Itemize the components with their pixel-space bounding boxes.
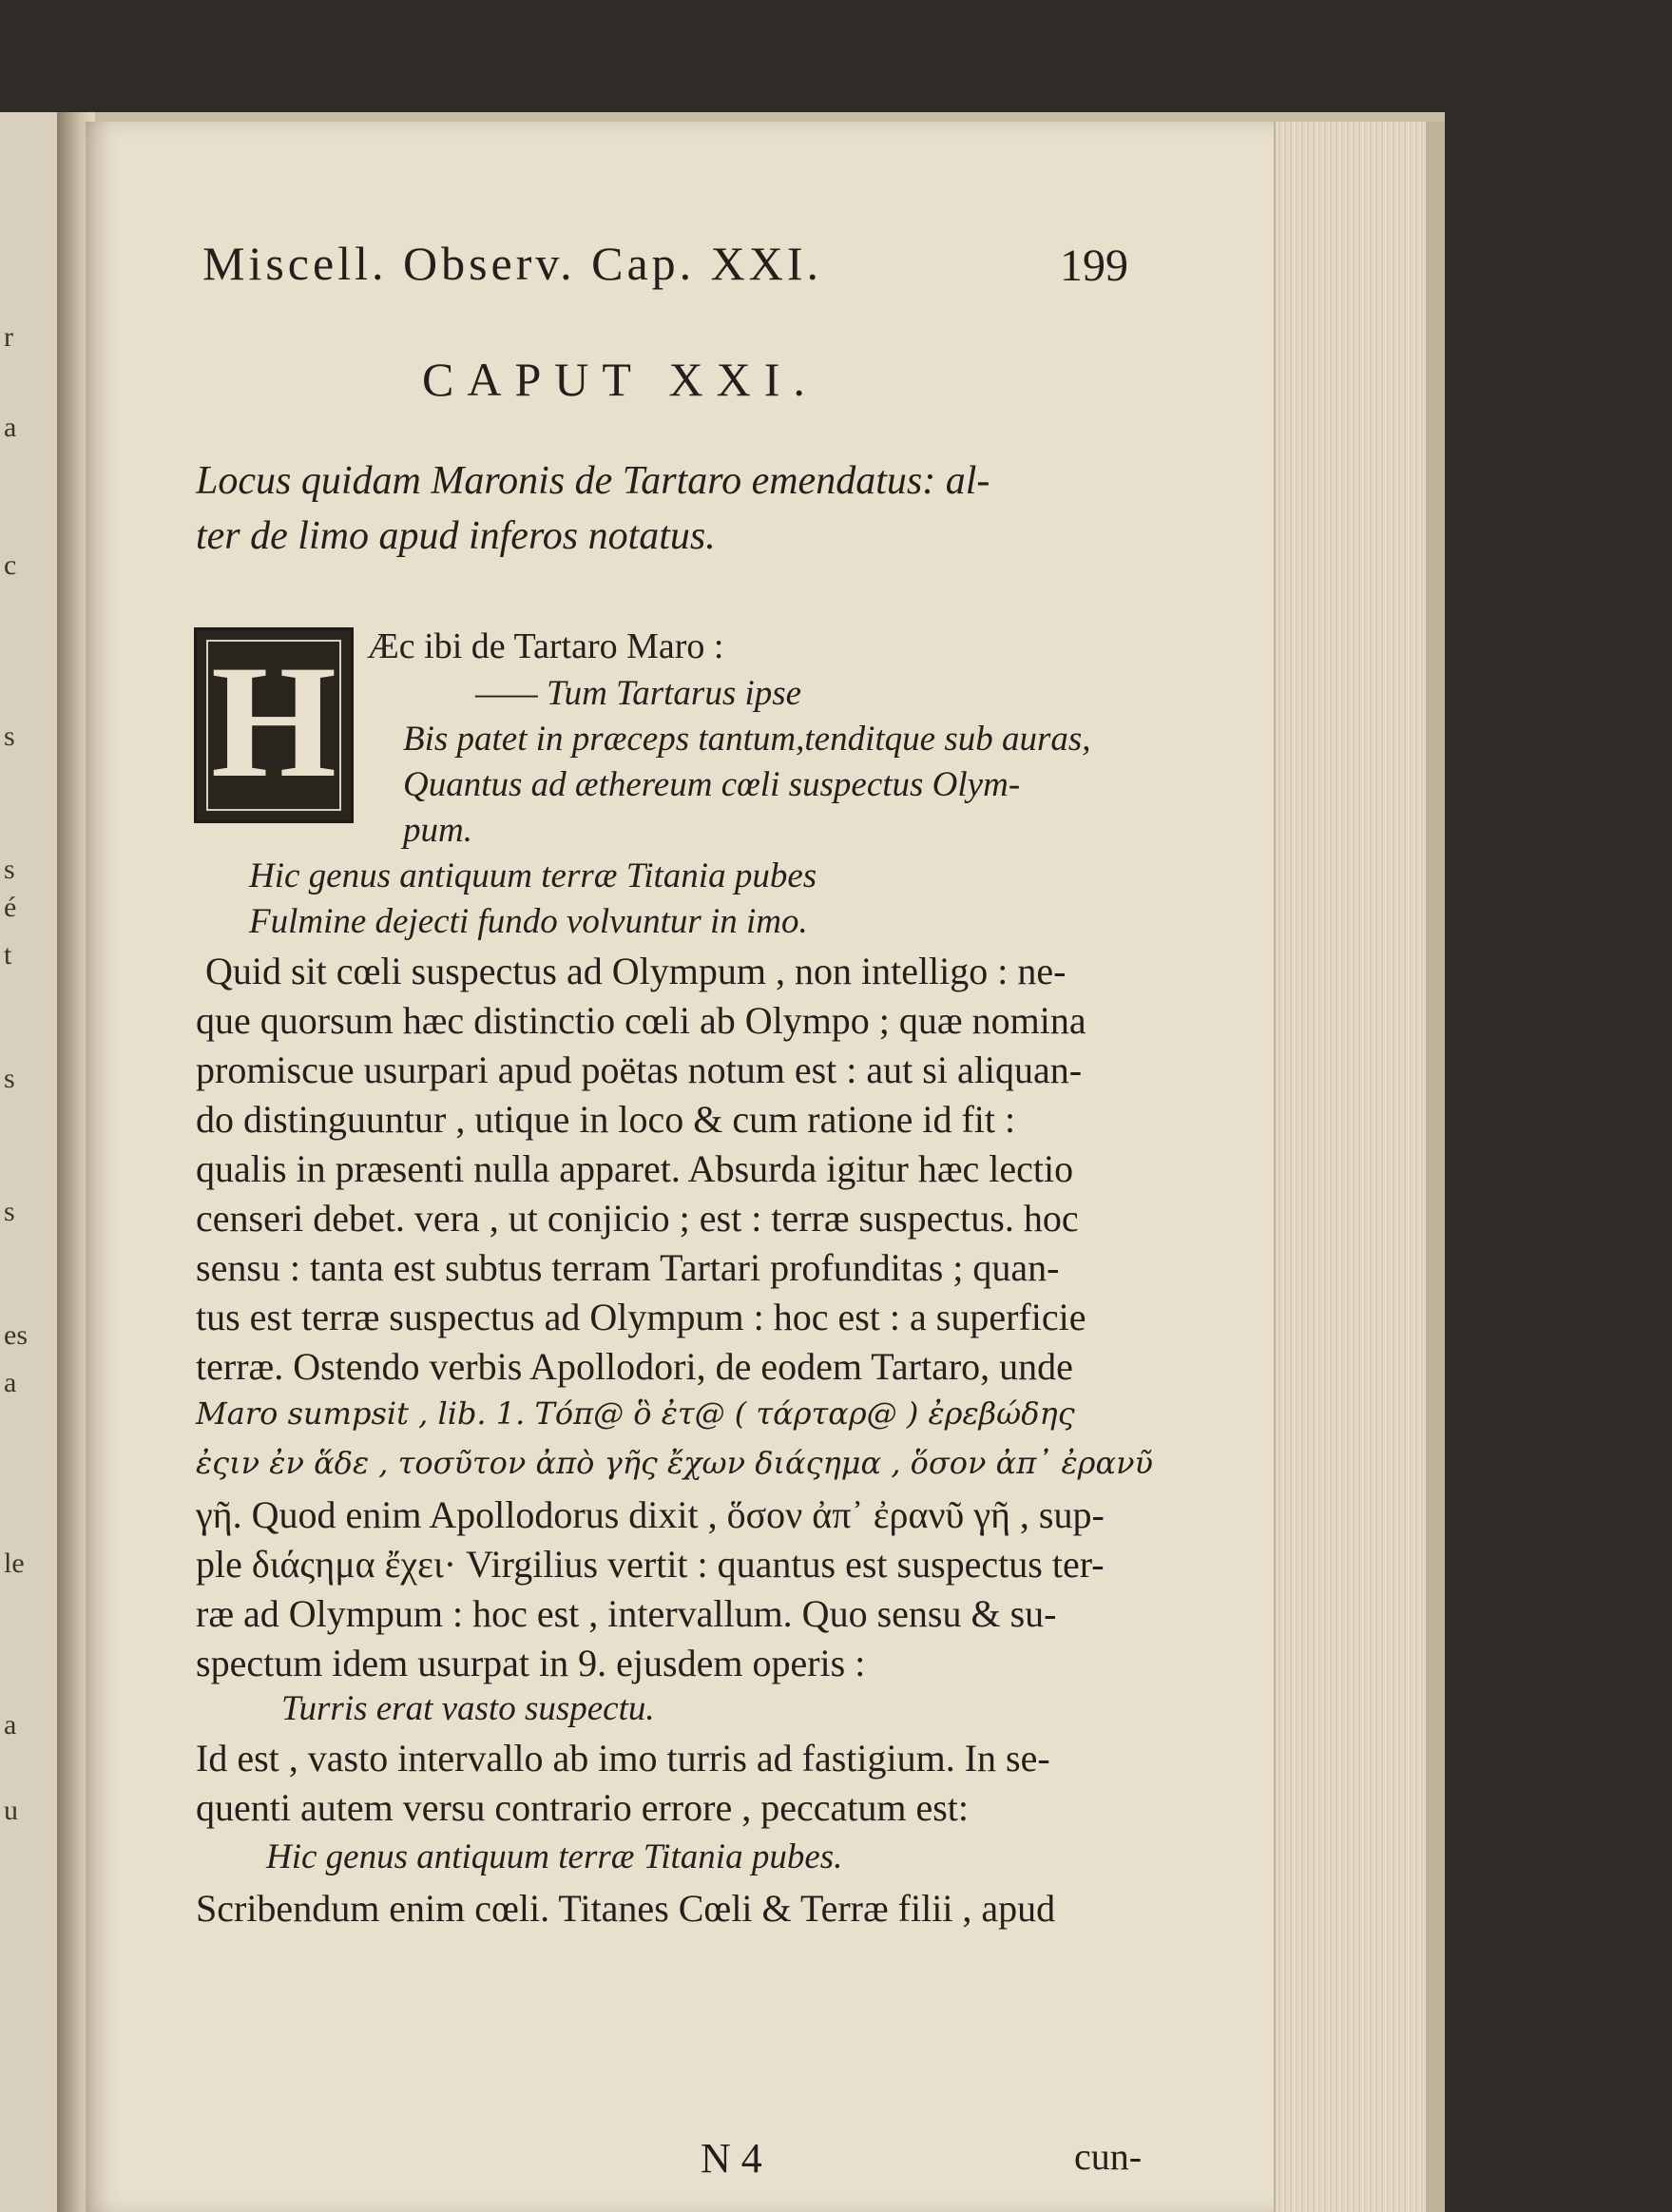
- catchword: cun-: [1074, 2135, 1143, 2178]
- body-line: qualis in præsenti nulla apparet. Absurda igitur hæc lectio: [196, 1147, 1074, 1190]
- left-page-fragment: a: [4, 1367, 17, 1398]
- left-page-fragment: es: [4, 1319, 28, 1351]
- chapter-summary-line: ter de limo apud inferos notatus.: [196, 514, 716, 558]
- verse-line: —— Tum Tartarus ipse: [475, 674, 802, 713]
- body-line: censeri debet. vera , ut conjicio ; est : terræ suspectus. hoc: [196, 1197, 1079, 1240]
- page-block-edges: [1274, 122, 1437, 2212]
- left-page-fragment: t: [4, 939, 12, 971]
- left-page-fragment: s: [4, 721, 15, 752]
- body-line: Scribendum enim cœli. Titanes Cœli & Terræ filii , apud: [196, 1887, 1056, 1930]
- body-line: promiscue usurpari apud poëtas notum est : aut si aliquan-: [196, 1048, 1083, 1091]
- running-title: Miscell. Observ. Cap. XXI.: [202, 237, 823, 290]
- body-line: tus est terræ suspectus ad Olympum : hoc est : a superficie: [196, 1296, 1086, 1338]
- body-line: quenti autem versu contrario errore , peccatum est:: [196, 1786, 969, 1829]
- left-page-fragment: s: [4, 854, 15, 885]
- verse-line: Hic genus antiquum terræ Titania pubes.: [266, 1837, 843, 1876]
- opening-line: Æc ibi de Tartaro Maro :: [367, 626, 724, 666]
- body-line: do distinguuntur , utique in loco & cum ratione id fit :: [196, 1098, 1016, 1141]
- signature-mark: N 4: [701, 2135, 762, 2182]
- left-page-fragment: a: [4, 412, 17, 443]
- left-page-fragment: s: [4, 1063, 15, 1094]
- verse-line: Hic genus antiquum terræ Titania pubes: [249, 856, 817, 895]
- left-page-fragment: s: [4, 1196, 15, 1227]
- left-page-fragment: u: [4, 1795, 18, 1826]
- verse-line: Turris erat vasto suspectu.: [281, 1689, 655, 1728]
- left-page-fragment: é: [4, 892, 17, 923]
- decorated-initial: [194, 627, 354, 823]
- left-page-fragment: c: [4, 549, 17, 581]
- body-line: spectum idem usurpat in 9. ejusdem operis :: [196, 1642, 866, 1684]
- page-number: 199: [1060, 240, 1128, 291]
- verse-line: pum.: [403, 811, 472, 850]
- body-line-greek: Maro sumpsit , lib. 1. Τόπ@ ὃ ἐτ@ ( τάρταρ@ ) ἐρεβώδης: [196, 1395, 1075, 1432]
- chapter-heading: CAPUT XXI.: [422, 353, 818, 406]
- left-page-fragment: le: [4, 1548, 25, 1579]
- verse-line: Quantus ad æthereum cœli suspectus Olym-: [403, 765, 1021, 804]
- body-line: ple διάςημα ἔχει· Virgilius vertit : quantus est suspectus ter-: [196, 1543, 1105, 1586]
- body-line: Quid sit cœli suspectus ad Olympum , non intelligo : ne-: [205, 950, 1067, 992]
- body-line: sensu : tanta est subtus terram Tartari profunditas ; quan-: [196, 1246, 1060, 1289]
- verse-line: Bis patet in præceps tantum,tenditque sub auras,: [403, 720, 1091, 759]
- body-line: ræ ad Olympum : hoc est , intervallum. Quo sensu & su-: [196, 1592, 1057, 1635]
- verse-line: Fulmine dejecti fundo volvuntur in imo.: [249, 902, 808, 941]
- body-line: Id est , vasto intervallo ab imo turris ad fastigium. In se-: [196, 1737, 1050, 1779]
- book-cover-right-edge: [1426, 122, 1445, 2212]
- body-line: que quorsum hæc distinctio cœli ab Olympo ; quæ nomina: [196, 999, 1086, 1042]
- initial-letter: H: [210, 632, 337, 811]
- left-page-fragment: r: [4, 321, 13, 353]
- body-line-greek: ἐςιν ἐν ἅδε , τοσῦτον ἀπὸ γῆς ἔχων διάςημα , ὅσον ἀπ᾽ ἐρανῦ: [196, 1445, 1153, 1481]
- body-line: terræ. Ostendo verbis Apollodori, de eodem Tartaro, unde: [196, 1345, 1073, 1388]
- left-page-fragment: a: [4, 1709, 17, 1741]
- chapter-summary-line: Locus quidam Maronis de Tartaro emendatus: al-: [196, 459, 990, 503]
- body-line: γῆ. Quod enim Apollodorus dixit , ὅσον ἀπ᾽ ἐρανῦ γῆ , sup-: [196, 1493, 1105, 1536]
